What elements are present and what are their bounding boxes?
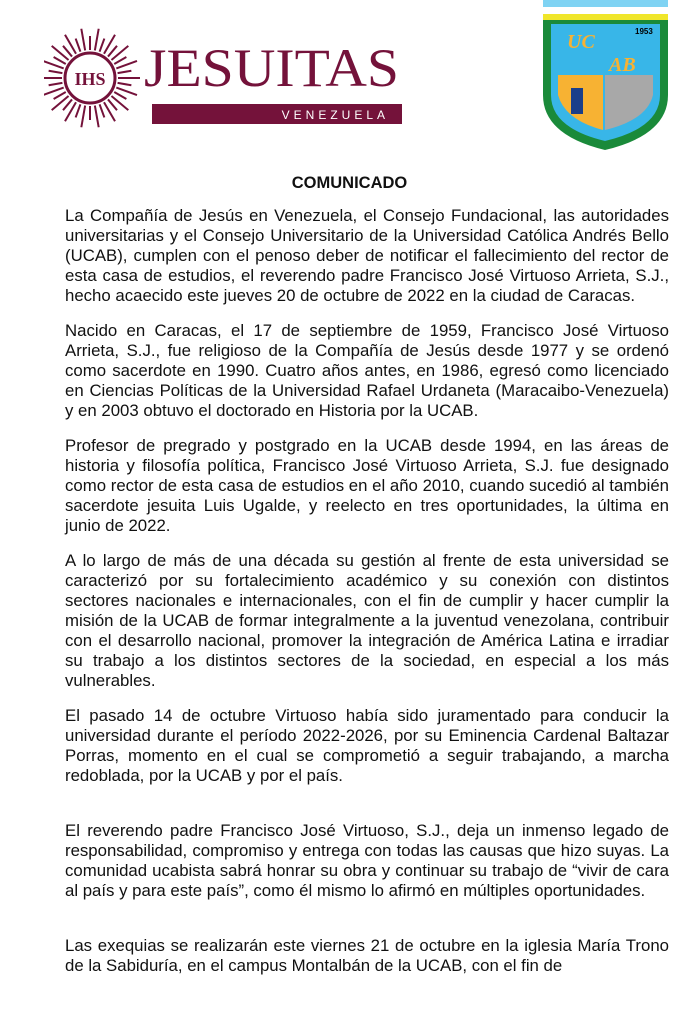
- sun-ray: [114, 92, 126, 99]
- document-title: COMUNICADO: [291, 174, 408, 192]
- sun-ray: [49, 83, 63, 85]
- sun-ray: [81, 29, 85, 51]
- sun-ray: [114, 57, 126, 64]
- sun-ray: [54, 92, 66, 99]
- ucab-letters-ab: AB: [609, 54, 636, 76]
- sun-ray: [108, 46, 117, 57]
- document-body: [65, 206, 669, 991]
- paragraph: El reverendo padre Francisco José Virtuoso, S.J., deja un inmenso legado de responsabilidad, compromiso y entrega con todas las causas que hizo suyas. La comunidad ucabista sabrá honrar su obra y continuar su trabajo de “vivir de cara al país y para este país”, como él mismo lo afirmó en múltiples oportunidades.: [65, 821, 669, 900]
- logo-wordmark: JESUITAS: [144, 38, 399, 98]
- sun-ray: [63, 46, 72, 57]
- sun-ray: [76, 39, 81, 52]
- sun-ray: [100, 39, 105, 52]
- sun-ray: [76, 104, 81, 117]
- paragraph: El pasado 14 de octubre Virtuoso había sido juramentado para conducir la universidad durante el período 2022-2026, por su Eminencia Cardenal Baltazar Porras, momento en el cual se comprometió a seguir trabajando, a marcha redoblada, por la UCAB y por el país.: [65, 706, 669, 785]
- paragraph: Profesor de pregrado y postgrado en la UCAB desde 1994, en las áreas de historia y filosofía política, Francisco José Virtuoso Arrieta, S.J. fue designado como rector de esta casa de estudios en el año 2010, cuando sucedió al también sacerdote jesuita Luis Ugalde, y reelecto en tres oportunidades, la última en junio de 2022.: [65, 436, 669, 535]
- paragraph: Las exequias se realizarán este viernes 21 de octubre en la iglesia María Trono de la Sabiduría, en el campus Montalbán de la UCAB, con el fin de: [65, 936, 669, 975]
- sun-ray: [54, 57, 66, 64]
- sun-ray: [118, 83, 132, 85]
- ucab-shield-logo: [543, 0, 668, 150]
- ucab-year: 1953: [635, 27, 653, 36]
- paragraph: A lo largo de más de una década su gestión al frente de esta universidad se caracterizó por su fortalecimiento académico y su conexión con distintos sectores nacionales e internacionales, con el fin de cumplir y hacer cumplir la misión de la UCAB de formar integralmente a la juventud venezolana, contribuir con el desarrollo nacional, promover la integración de América Latina e irradiar su trabajo a los distintos sectores de la sociedad, en especial a los más vulnerables.: [65, 551, 669, 690]
- jesuitas-venezuela-logo: [44, 22, 409, 132]
- logo-subtext: VENEZUELA: [281, 108, 389, 122]
- ucab-letters-uc: UC: [567, 31, 595, 53]
- sun-ray: [49, 71, 63, 73]
- sun-ray: [108, 99, 117, 110]
- emblem-ihs: IHS: [74, 69, 106, 89]
- paragraph: La Compañía de Jesús en Venezuela, el Consejo Fundacional, las autoridades universitarias y el Consejo Universitario de la Universidad Católica Andrés Bello (UCAB), cumplen con el penoso deber de notificar el fallecimiento del rector de esta casa de estudios, el reverendo padre Francisco José Virtuoso Arrieta, S.J., hecho acaecido este jueves 20 de octubre de 2022 en la ciudad de Caracas.: [65, 206, 669, 305]
- sun-ray: [63, 99, 72, 110]
- sun-ray: [100, 104, 105, 117]
- paragraph: Nacido en Caracas, el 17 de septiembre de 1959, Francisco José Virtuoso Arrieta, S.J., fue religioso de la Compañía de Jesús desde 1977 y se ordenó como sacerdote en 1990. Cuatro años antes, en 1986, egresó como licenciado en Ciencias Políticas de la Universidad Rafael Urdaneta (Maracaibo-Venezuela) y en 2003 obtuvo el doctorado en Historia por la UCAB.: [65, 321, 669, 420]
- sun-ray: [95, 106, 99, 128]
- sun-ray: [95, 29, 99, 51]
- sun-ray: [81, 106, 85, 128]
- sun-ray: [118, 71, 132, 73]
